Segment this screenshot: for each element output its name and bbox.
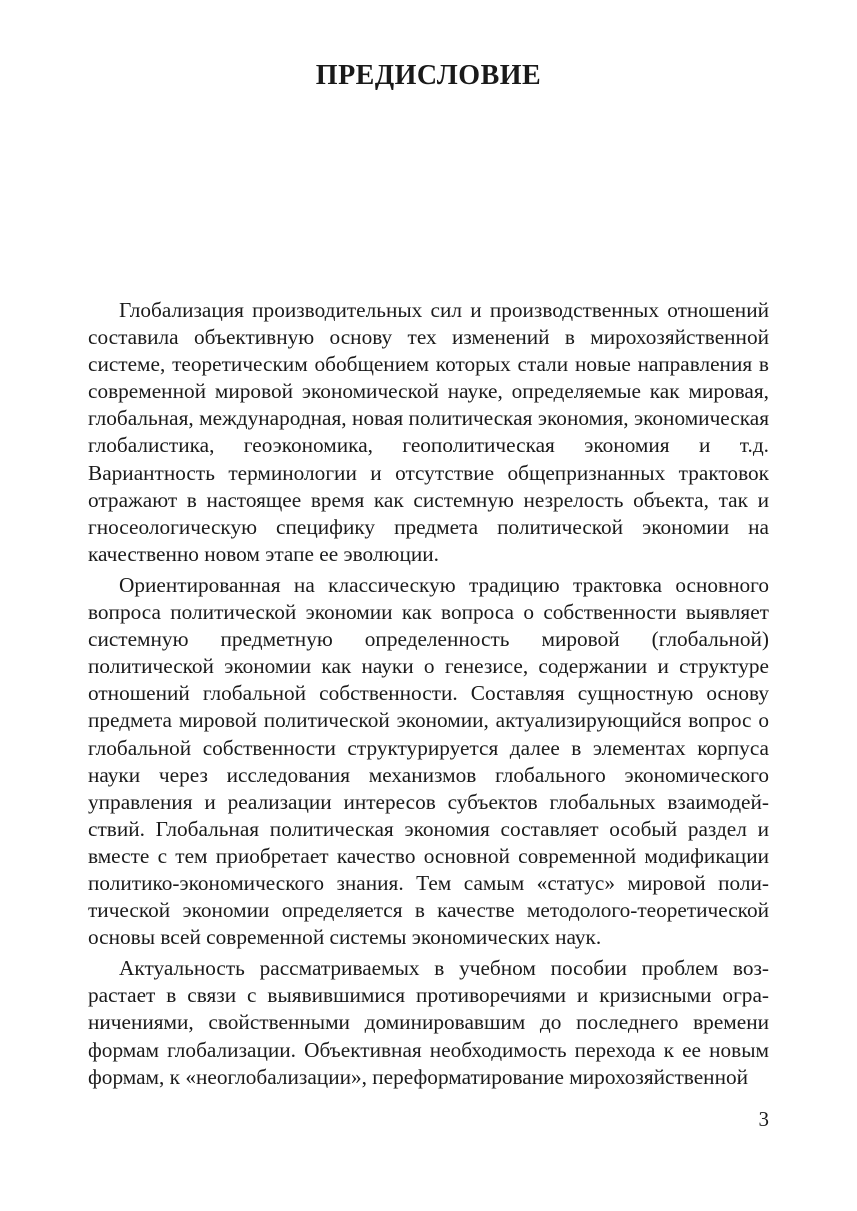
page-title: ПРЕДИСЛОВИЕ [315,60,542,91]
paragraph-1: Глобализация производительных сил и производственных отношений составила объективную основу тех изменений в мирохозяйственной системе, теоретическим обобщением которых стали новые направления в современной мировой экономической науке, определяемые как мировая, глобальная, международная, новая политическая экономия, экономическая глобалистика, геоэкономика, геополитическая экономия и т.д. Вариантность терминологии и отсутствие общепризнанных трактовок отражают в настоящее время как системную незрелость объекта, так и гносеологическую специфику предмета политической экономии на качественно новом этапе ее эволюции. [88,298,769,566]
page-number: 3 [758,1107,769,1131]
body-text [88,297,769,1091]
paragraph-3: Актуальность рассматриваемых в учебном пособии проблем возрастает в связи с выявившимися противоречиями и кризисными ограничениями, свойственными доминировавшим до последнего времени формам глобализации. Объективная необходимость перехода к ее новым формам, к «неоглобализации», переформатирование мирохозяйственной [88,956,769,1089]
paragraph-2: Ориентированная на классическую традицию трактовка основного вопроса политической экономии как вопроса о собственности выявляет системную предметную определенность мировой (глобальной) политической экономии как науки о генезисе, содержании и структуре отношений глобальной собственности. Составляя сущностную основу предмета мировой политической экономии, актуализирующийся вопрос о глобальной собственности структурируется далее в элементах корпуса науки через исследования механизмов глобального экономического управления и реализации интересов субъектов глобальных взаимодействий. Глобальная политическая экономия составляет особый раздел и вместе с тем приобретает качество основной современной модификации политико-экономического знания. Тем самым «статус» мировой политической экономии определяется в качестве методолого-теоретической основы всей современной системы экономических наук. [88,572,769,950]
